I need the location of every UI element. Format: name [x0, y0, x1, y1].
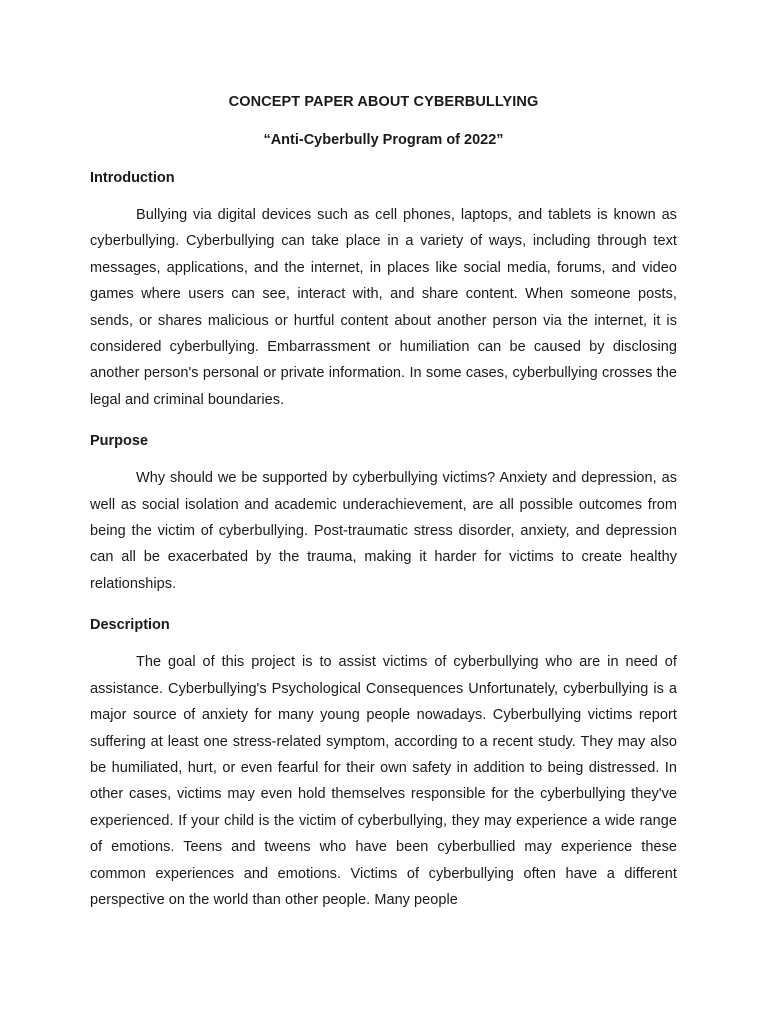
document-title: CONCEPT PAPER ABOUT CYBERBULLYING	[228, 94, 539, 110]
section-purpose	[90, 431, 677, 597]
section-description	[90, 615, 677, 913]
document-subtitle: “Anti-Cyberbully Program of 2022”	[263, 132, 504, 148]
section-heading-description: Description	[90, 617, 170, 634]
section-heading-introduction: Introduction	[90, 170, 175, 186]
document-page	[90, 92, 677, 913]
section-heading-purpose: Purpose	[90, 433, 149, 450]
section-body-introduction: Bullying via digital devices such as cell phones, laptops, and tablets is known as cyberbullying. Cyberbullying can take place in a variety of ways, including through text messages, applications, and the internet, in places like social media, forums, and video games where users can see, interact with, and share content. When someone posts, sends, or shares malicious or hurtful content about another person via the internet, it is considered cyberbullying. Embarrassment or humiliation can be caused by disclosing another person's personal or private information. In some cases, cyberbullying crosses the legal and criminal boundaries.	[90, 207, 677, 408]
section-body-purpose: Why should we be supported by cyberbullying victims? Anxiety and depression, as well as social isolation and academic underachievement, are all possible outcomes from being the victim of cyberbullying. Post-traumatic stress disorder, anxiety, and depression can all be exacerbated by the trauma, making it harder for victims to create healthy relationships.	[90, 470, 677, 592]
section-body-description: The goal of this project is to assist victims of cyberbullying who are in need of assistance. Cyberbullying's Psychological Consequences Unfortunately, cyberbullying is a major source of anxiety for many young people nowadays. Cyberbullying victims report suffering at least one stress-related symptom, according to a recent study. They may also be humiliated, hurt, or even fearful for their own safety in addition to being distressed. In other cases, victims may even hold themselves responsible for the cyberbullying they've experienced. If your child is the victim of cyberbullying, they may experience a wide range of emotions. Teens and tweens who have been cyberbullied may experience these common experiences and emotions. Victims of cyberbullying often have a different perspective on the world than other people. Many people	[90, 654, 677, 908]
section-introduction	[90, 168, 677, 413]
